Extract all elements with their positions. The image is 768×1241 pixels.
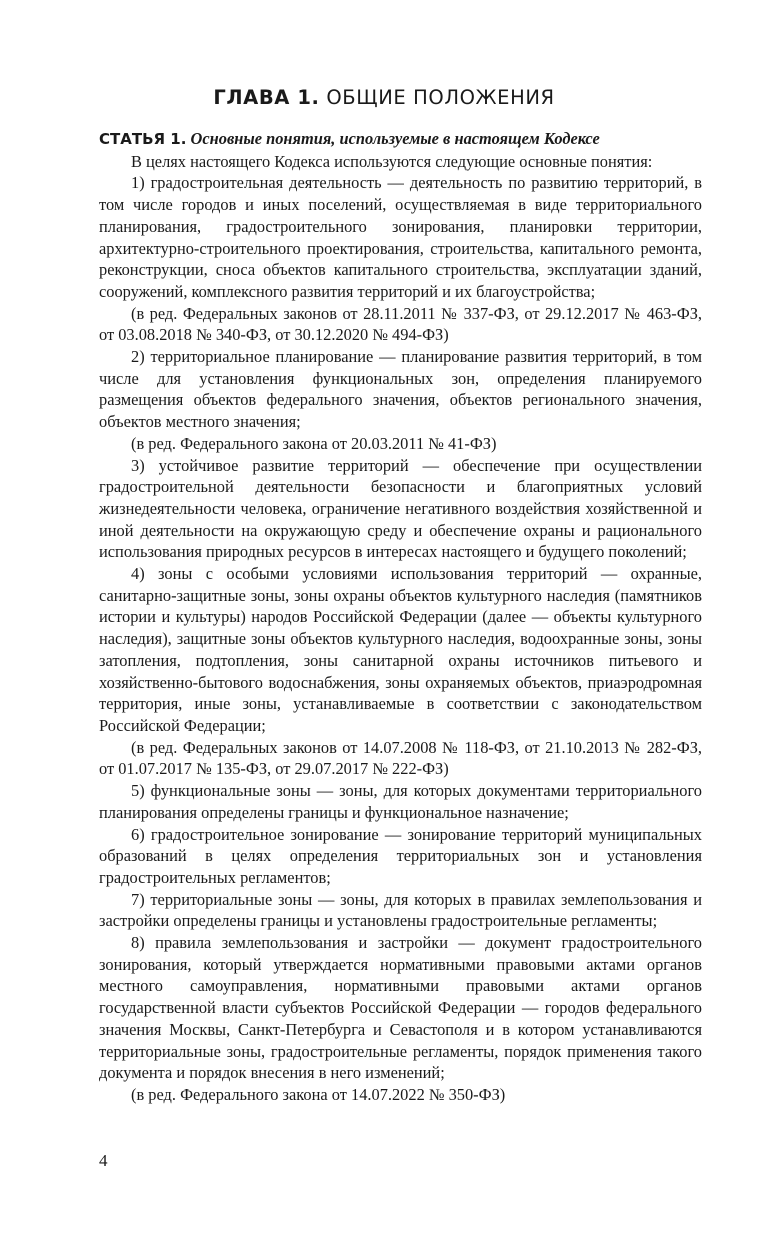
page-number: 4 [99,1151,108,1170]
amendment-note: (в ред. Федеральных законов от 14.07.2008 № 118-ФЗ, от 21.10.2013 № 282-ФЗ, от 01.07.2017 № 135-ФЗ, от 29.07.2017 № 222-ФЗ) [99,737,702,779]
article-body [99,128,702,1106]
article-title: Основные понятия, используемые в настоящем Кодексе [190,129,600,148]
paragraph: 8) правила землепользования и застройки — документ градостроительного зонирования, который утверждается нормативными правовыми актами органов местного самоуправления, нормативными правовыми актами органов государственной власти субъектов Российской Федерации — городов федерального значения Москвы, Санкт-Петербурга и Севастополя и в котором устанавливаются территориальные зоны, градостроительные регламенты, порядок применения такого документа и порядок внесения в него изменений; [99,933,702,1083]
paragraph: 1) градостроительная деятельность — деятельность по развитию территорий, в том числе городов и иных поселений, осуществляемая в виде территориального планирования, градостроительного зонирования, планировки территории, архитектурно-строительного проектирования, строительства, капитального ремонта, реконструкции, сноса объектов капитального строительства, эксплуатации зданий, сооружений, комплексного развития территорий и их благоустройства; [99,173,702,301]
paragraph: В целях настоящего Кодекса используются следующие основные понятия: [131,151,653,171]
article-label: СТАТЬЯ 1. [99,130,187,148]
paragraph: 3) устойчивое развитие территорий — обеспечение при осуществлении градостроительной деятельности безопасности и благоприятных условий жизнедеятельности человека, ограничение негативного воздействия хозяйственной и иной деятельности на окружающую среду и обеспечение охраны и рационального использования природных ресурсов в интересах настоящего и будущего поколений; [99,455,702,562]
amendment-note: (в ред. Федерального закона от 20.03.2011 № 41-ФЗ) [131,433,497,453]
paragraph: 2) территориальное планирование — планирование развития территорий, в том числе для установления функциональных зон, определения планируемого размещения объектов федерального значения, объектов регионального значения, объектов местного значения; [99,347,702,432]
paragraph: 4) зоны с особыми условиями использования территорий — охранные, санитарно-защитные зоны, зоны охраны объектов культурного наследия (памятников истории и культуры) народов Российской Федерации (далее — объекты культурного наследия), защитные зоны объектов культурного наследия, водоохранные зоны, зоны затопления, подтопления, зоны санитарной охраны источников питьевого и хозяйственно-бытового водоснабжения, зоны охраняемых объектов, приаэродромная территория, иные зоны, устанавливаемые в соответствии с законодательством Российской Федерации; [99,564,702,735]
amendment-note: (в ред. Федеральных законов от 28.11.2011 № 337-ФЗ, от 29.12.2017 № 463-ФЗ, от 03.08.2018 № 340-ФЗ, от 30.12.2020 № 494-ФЗ) [99,303,702,345]
paragraph: 5) функциональные зоны — зоны, для которых документами территориального планирования определены границы и функциональное назначение; [99,781,702,822]
chapter-title: ОБЩИЕ ПОЛОЖЕНИЯ [326,86,555,109]
chapter-label: ГЛАВА 1. [213,86,320,109]
paragraph: 6) градостроительное зонирование — зонирование территорий муниципальных образований в целях определения территориальных зон и установления градостроительных регламентов; [99,824,702,887]
paragraph: 7) территориальные зоны — зоны, для которых в правилах землепользования и застройки определены границы и установлены градостроительные регламенты; [99,889,702,931]
chapter-heading [0,86,768,109]
amendment-note: (в ред. Федерального закона от 14.07.2022 № 350-ФЗ) [131,1084,506,1104]
article-heading [99,128,702,151]
